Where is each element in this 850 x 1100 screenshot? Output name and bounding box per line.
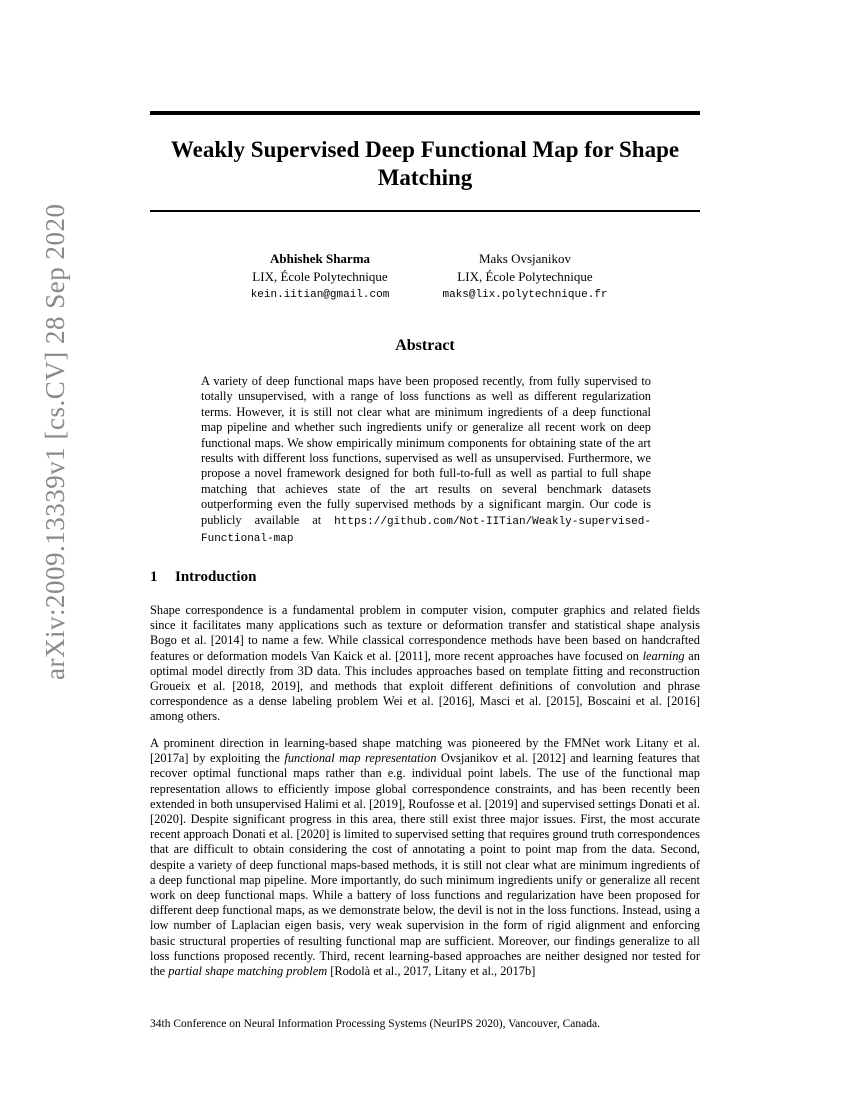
emphasis-text: learning bbox=[642, 648, 685, 663]
section-heading bbox=[150, 569, 256, 586]
code-link[interactable]: https://github.com/Not-IITian/Weakly-supervised-Functional-map bbox=[201, 515, 651, 546]
emphasis-text: functional map representation bbox=[284, 751, 437, 766]
intro-paragraph-2 bbox=[150, 736, 700, 979]
arxiv-identifier: arXiv:2009.13339v1 [cs.CV] 28 Sep 2020 bbox=[40, 203, 70, 680]
author-block-2 bbox=[420, 250, 630, 304]
abstract-heading: Abstract bbox=[395, 337, 455, 354]
title-top-rule bbox=[150, 111, 700, 115]
emphasis-text: partial shape matching problem bbox=[168, 964, 328, 979]
title-bottom-rule bbox=[150, 210, 700, 212]
author-name: Maks Ovsjanikov bbox=[478, 251, 572, 266]
conference-footnote: 34th Conference on Neural Information Processing Systems (NeurIPS 2020), Vancouver, Canada. bbox=[150, 1018, 600, 1030]
paragraph-text: Ovsjanikov et al. [2012] and learning features that recover optimal functional maps rather than e.g. individual point labels. The use of the functional map representation allows to efficiently impose global correspondence constraints, and has been recently been extended in both unsupervised Halimi et al. [2019], Roufosse et al. [2019] and supervised settings Donati et al. [2020]. Despite significant progress in this area, there still exist three major issues. First, the most accurate recent approach Donati et al. [2020] is limited to supervised setting that requires ground truth correspondences that are difficult to obtain considering the cost of annotating a point to point map from the data. Second, despite a variety of deep functional maps-based methods, it is still not clear what are minimum ingredients of a deep functional map pipeline. More importantly, do such minimum ingredients unify or generalize all recent work on deep functional maps. While a battery of loss functions and regularization have been proposed for different deep functional maps, as we demonstrate below, the devil is not in the loss functions. Instead, using a low number of Laplacian eigen basis, very weak supervision in the form of rigid alignment and enforcing basic structural properties of resulting functional map are sufficient. Moreover, our findings generalize to all loss functions proposed recently. Third, recent learning-based approaches are neither designed nor tested for the bbox=[150, 751, 700, 979]
author-email: maks@lix.polytechnique.fr bbox=[442, 289, 608, 301]
author-block-1 bbox=[215, 250, 425, 304]
section-title: Introduction bbox=[175, 569, 257, 585]
author-email: kein.iitian@gmail.com bbox=[250, 289, 390, 301]
paragraph-text: A prominent direction in learning-based shape matching was pioneered by the FMNet work Litany et al. [2017a] by exploiting the bbox=[150, 736, 700, 766]
author-name: Abhishek Sharma bbox=[269, 251, 371, 266]
abstract-text: A variety of deep functional maps have been proposed recently, from fully supervised to totally unsupervised, with a range of loss functions as well as different regularization terms. However, it is still not clear what are minimum ingredients of a deep functional map pipeline and whether such ingredients unify or generalize all recent work on deep functional maps. We show empirically minimum components for obtaining state of the art results with different loss functions, supervised as well as unsupervised. Furthermore, we propose a novel framework designed for both full-to-full as well as partial to full shape matching that achieves state of the art results on several benchmark datasets outperforming even the fully supervised methods by a significant margin. Our code is publicly available at bbox=[201, 374, 651, 527]
author-affiliation: LIX, École Polytechnique bbox=[252, 269, 388, 284]
intro-paragraph-1 bbox=[150, 603, 700, 725]
section-number: 1 bbox=[150, 569, 158, 585]
paragraph-text: Shape correspondence is a fundamental problem in computer vision, computer graphics and related fields since it facilitates many applications such as texture or deformation transfer and statistical shape analysis Bogo et al. [2014] to name a few. While classical correspondence methods have been based on handcrafted features or deformation models Van Kaick et al. [2011], more recent approaches have focused on bbox=[150, 603, 700, 663]
abstract-body bbox=[201, 374, 651, 547]
paragraph-text: [Rodolà et al., 2017, Litany et al., 2017b] bbox=[327, 964, 536, 979]
author-affiliation: LIX, École Polytechnique bbox=[457, 269, 593, 284]
paragraph-text: an optimal model directly from 3D data. This includes approaches based on template fitting and reconstruction Groueix et al. [2018, 2019], and methods that exploit different definitions of convolution and phrase correspondence as a dense labeling problem Wei et al. [2016], Masci et al. [2015], Boscaini et al. [2016] among others. bbox=[150, 648, 700, 724]
paper-title: Weakly Supervised Deep Functional Map for Shape Matching bbox=[170, 137, 680, 190]
